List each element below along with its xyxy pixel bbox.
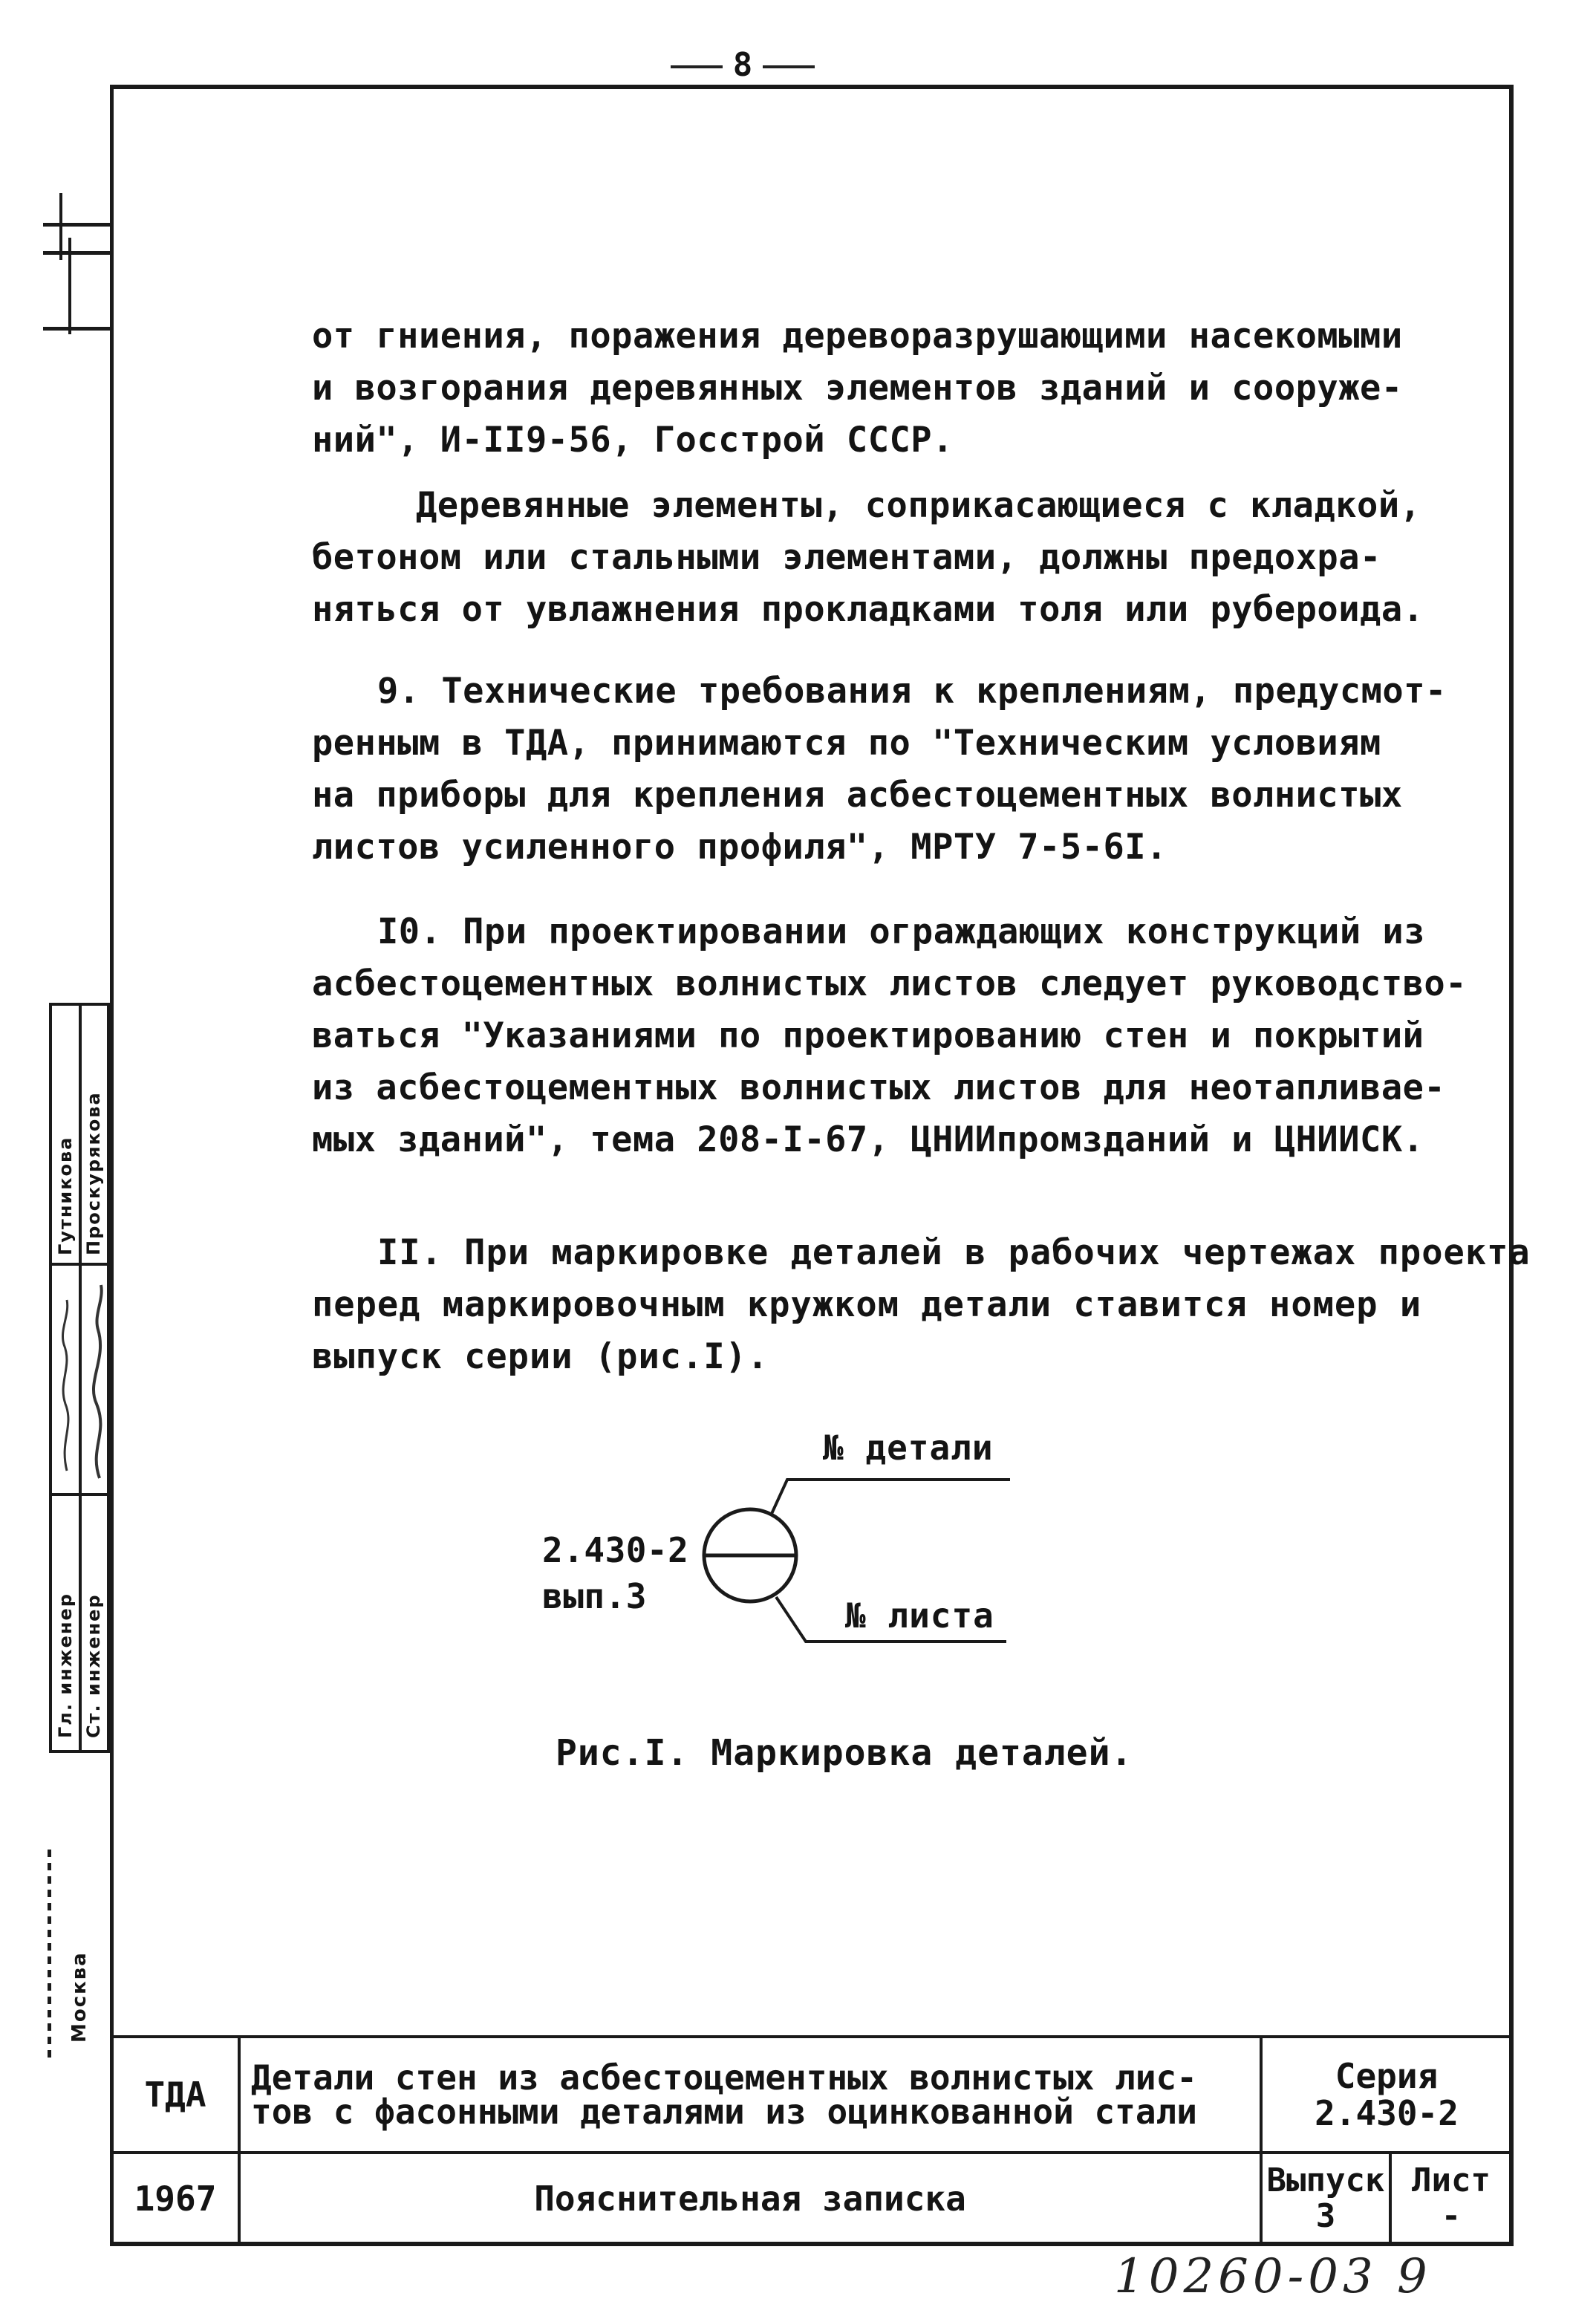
stamp-name-gutnikova: Гутникова [55,1136,76,1255]
page-number-rule-right [763,65,815,68]
text-line: асбестоцементных волнистых листов следует руководство- [312,963,1468,1004]
handwritten-inventory-number: 10260-03 9 [1114,2249,1432,2304]
binding-tick [43,223,110,227]
signature-mark [94,1285,102,1478]
signature-mark [62,1300,68,1471]
binding-tick [43,327,110,331]
text-line: ренным в ТДА, принимаются по "Техническим условиям [312,723,1381,764]
text-line: на приборы для крепления асбестоцементных волнистых [312,775,1403,816]
series-label: Серия [1335,2056,1439,2096]
signatures [45,1278,119,1486]
text-line: выпуск серии (рис.I). [312,1336,769,1377]
text-line: перед маркировочным кружком детали ставится номер и [312,1284,1422,1325]
page-number-value: 8 [732,46,753,84]
stamp-role-chief-engineer: Гл. инженер [55,1593,76,1738]
title-line: Детали стен из асбестоцементных волнистых лис- [251,2058,1197,2098]
series-value: 2.430-2 [1315,2093,1459,2133]
title-block-title [238,2035,1263,2154]
text-line: Деревянные элементы, соприкасающиеся с кладкой, [416,485,1421,526]
paragraph-continuation [312,310,1403,466]
title-block-code: ТДА [110,2035,241,2154]
paragraph-9 [312,666,1447,874]
side-stamp-divider [49,1493,110,1496]
text-line: листов усиленного профиля", МРТУ 7-5-6I. [312,827,1167,868]
binding-tick [43,251,110,255]
stamp-org-name [48,1850,51,2058]
binding-mark [68,238,71,334]
text-line: мых зданий", тема 208-I-67, ЦНИИпромзданий и ЦНИИСК. [312,1119,1424,1160]
stamp-name-proskuryakova: Проскурякова [83,1091,104,1255]
issue-code: вып.3 [542,1576,647,1616]
text-line: ваться "Указаниями по проектированию стен и покрытий [312,1015,1424,1056]
sheet-label: Лист [1412,2162,1491,2199]
text-line: I0. При проектировании ограждающих конструкций из [377,911,1426,952]
stamp-role-senior-engineer: Ст. инженер [83,1593,104,1738]
text-line: бетоном или стальными элементами, должны предохра- [312,537,1381,578]
text-line: 9. Технические требования к креплениям, предусмот- [377,671,1447,712]
title-block-sheet [1389,2151,1514,2246]
issue-label: Выпуск [1266,2162,1385,2199]
text-line: няться от увлажнения прокладками толя или рубероида. [312,589,1424,630]
text-line: II. При маркировке деталей в рабочих чертежах проекта [377,1232,1531,1273]
title-line: тов с фасонными деталями из оцинкованной стали [251,2092,1197,2132]
text-line: и возгорания деревянных элементов зданий и сооруже- [312,368,1403,409]
figure-caption: Рис.I. Маркировка деталей. [556,1732,1133,1774]
issue-value: 3 [1315,2197,1336,2235]
binding-mark [59,193,62,260]
series-issue-label [542,1527,688,1619]
paragraph-wood-elements [312,480,1424,636]
series-code: 2.430-2 [542,1530,689,1570]
paragraph-10 [312,906,1467,1166]
leader-line-detail [771,1480,1010,1515]
paragraph-11 [312,1227,1531,1383]
page-number [654,46,832,84]
sheet-value: - [1441,2197,1462,2235]
title-block-issue [1260,2151,1392,2246]
text-line: ний", И-II9-56, Госстрой СССР. [312,420,954,461]
page-number-rule-left [671,65,723,68]
label-detail-number: № детали [823,1428,994,1468]
title-block-year: 1967 [110,2151,241,2246]
label-sheet-number: № листа [845,1595,994,1636]
text-line: из асбестоцементных волнистых листов для неотапливае- [312,1067,1446,1108]
text-line: от гниения, поражения дереворазрушающими насекомыми [312,316,1403,357]
stamp-org-city: Москва [68,1951,91,2043]
title-block-document-name: Пояснительная записка [238,2151,1263,2246]
title-block-series [1260,2035,1514,2154]
side-stamp-divider [49,1263,110,1266]
